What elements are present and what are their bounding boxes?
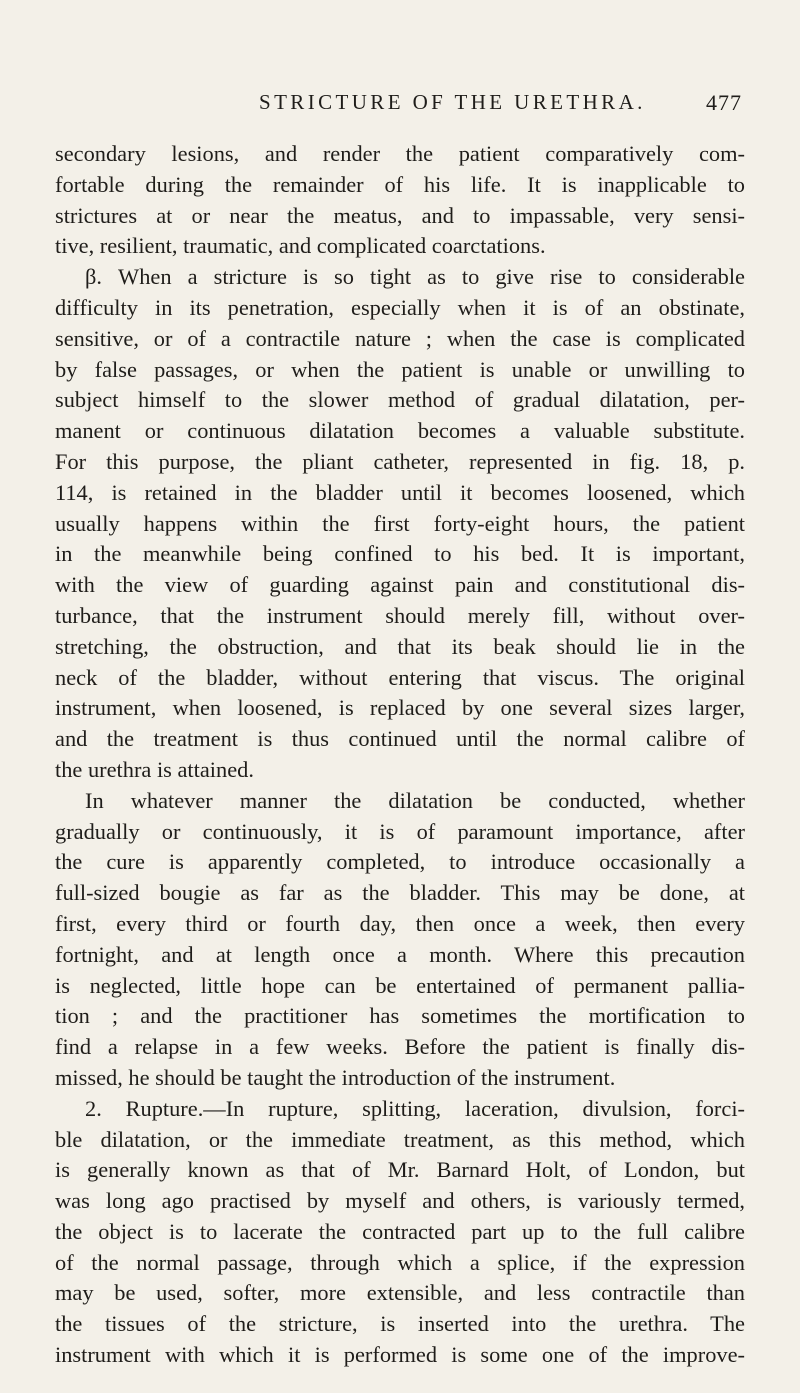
text-line: fortable during the remainder of his life. It is inapplicable to: [55, 171, 745, 197]
text-line: with the view of guarding against pain and constitutional dis-: [55, 572, 745, 598]
text-line: of the normal passage, through which a splice, if the expression: [55, 1249, 745, 1275]
text-line: is neglected, little hope can be entertained of permanent pallia-: [55, 972, 745, 998]
text-line: the urethra is attained.: [55, 756, 254, 782]
text-line: neck of the bladder, without entering that viscus. The original: [55, 664, 745, 690]
text-line: usually happens within the first forty-eight hours, the patient: [55, 510, 745, 536]
text-line: fortnight, and at length once a month. Where this precaution: [55, 941, 745, 967]
text-line: in the meanwhile being confined to his bed. It is important,: [55, 541, 745, 567]
text-line: tion ; and the practitioner has sometimes the mortification to: [55, 1003, 745, 1029]
text-line: instrument with which it is performed is some one of the improve-: [55, 1342, 745, 1368]
running-head: STRICTURE OF THE URETHRA.: [259, 90, 646, 114]
text-line: may be used, softer, more extensible, and less contractile than: [55, 1280, 745, 1306]
paragraph-start-line: In whatever manner the dilatation be conducted, whether: [85, 787, 745, 813]
text-line: instrument, when loosened, is replaced by one several sizes larger,: [55, 695, 745, 721]
text-line: turbance, that the instrument should merely fill, without over-: [55, 602, 745, 628]
text-line: full-sized bougie as far as the bladder. This may be done, at: [55, 880, 745, 906]
text-line: tive, resilient, traumatic, and complicated coarctations.: [55, 233, 546, 259]
text-line: first, every third or fourth day, then once a week, then every: [55, 910, 745, 936]
page-header: [0, 90, 800, 120]
text-line: and the treatment is thus continued until the normal calibre of: [55, 726, 745, 752]
text-line: by false passages, or when the patient is unable or unwilling to: [55, 356, 745, 382]
text-line: strictures at or near the meatus, and to impassable, very sensi-: [55, 202, 745, 228]
paragraph-start-line: β. When a stricture is so tight as to give rise to considerable: [85, 264, 745, 290]
text-line: missed, he should be taught the introduction of the instrument.: [55, 1064, 616, 1090]
text-line: was long ago practised by myself and others, is variously termed,: [55, 1188, 745, 1214]
text-line: is generally known as that of Mr. Barnard Holt, of London, but: [55, 1157, 745, 1183]
text-line: the tissues of the stricture, is inserted into the urethra. The: [55, 1311, 745, 1337]
text-line: the cure is apparently completed, to introduce occasionally a: [55, 849, 745, 875]
text-line: gradually or continuously, it is of paramount importance, after: [55, 818, 745, 844]
text-line: secondary lesions, and render the patient comparatively com-: [55, 141, 745, 166]
text-line: subject himself to the slower method of gradual dilatation, per-: [55, 387, 745, 413]
text-line: stretching, the obstruction, and that its beak should lie in the: [55, 633, 745, 659]
text-line: sensitive, or of a contractile nature ; when the case is complicated: [55, 325, 745, 351]
text-line: difficulty in its penetration, especially when it is of an obstinate,: [55, 294, 745, 320]
text-line: find a relapse in a few weeks. Before the patient is finally dis-: [55, 1034, 745, 1060]
paragraph-start-line: 2. Rupture.—In rupture, splitting, laceration, divulsion, forci-: [85, 1095, 745, 1121]
body-text: [55, 139, 745, 1371]
text-line: ble dilatation, or the immediate treatment, as this method, which: [55, 1126, 745, 1152]
page-number: 477: [706, 90, 742, 115]
text-line: the object is to lacerate the contracted part up to the full calibre: [55, 1218, 745, 1244]
text-line: manent or continuous dilatation becomes a valuable substitute.: [55, 418, 745, 444]
text-line: 114, is retained in the bladder until it becomes loosened, which: [55, 479, 745, 505]
text-line: For this purpose, the pliant catheter, represented in fig. 18, p.: [55, 448, 745, 474]
